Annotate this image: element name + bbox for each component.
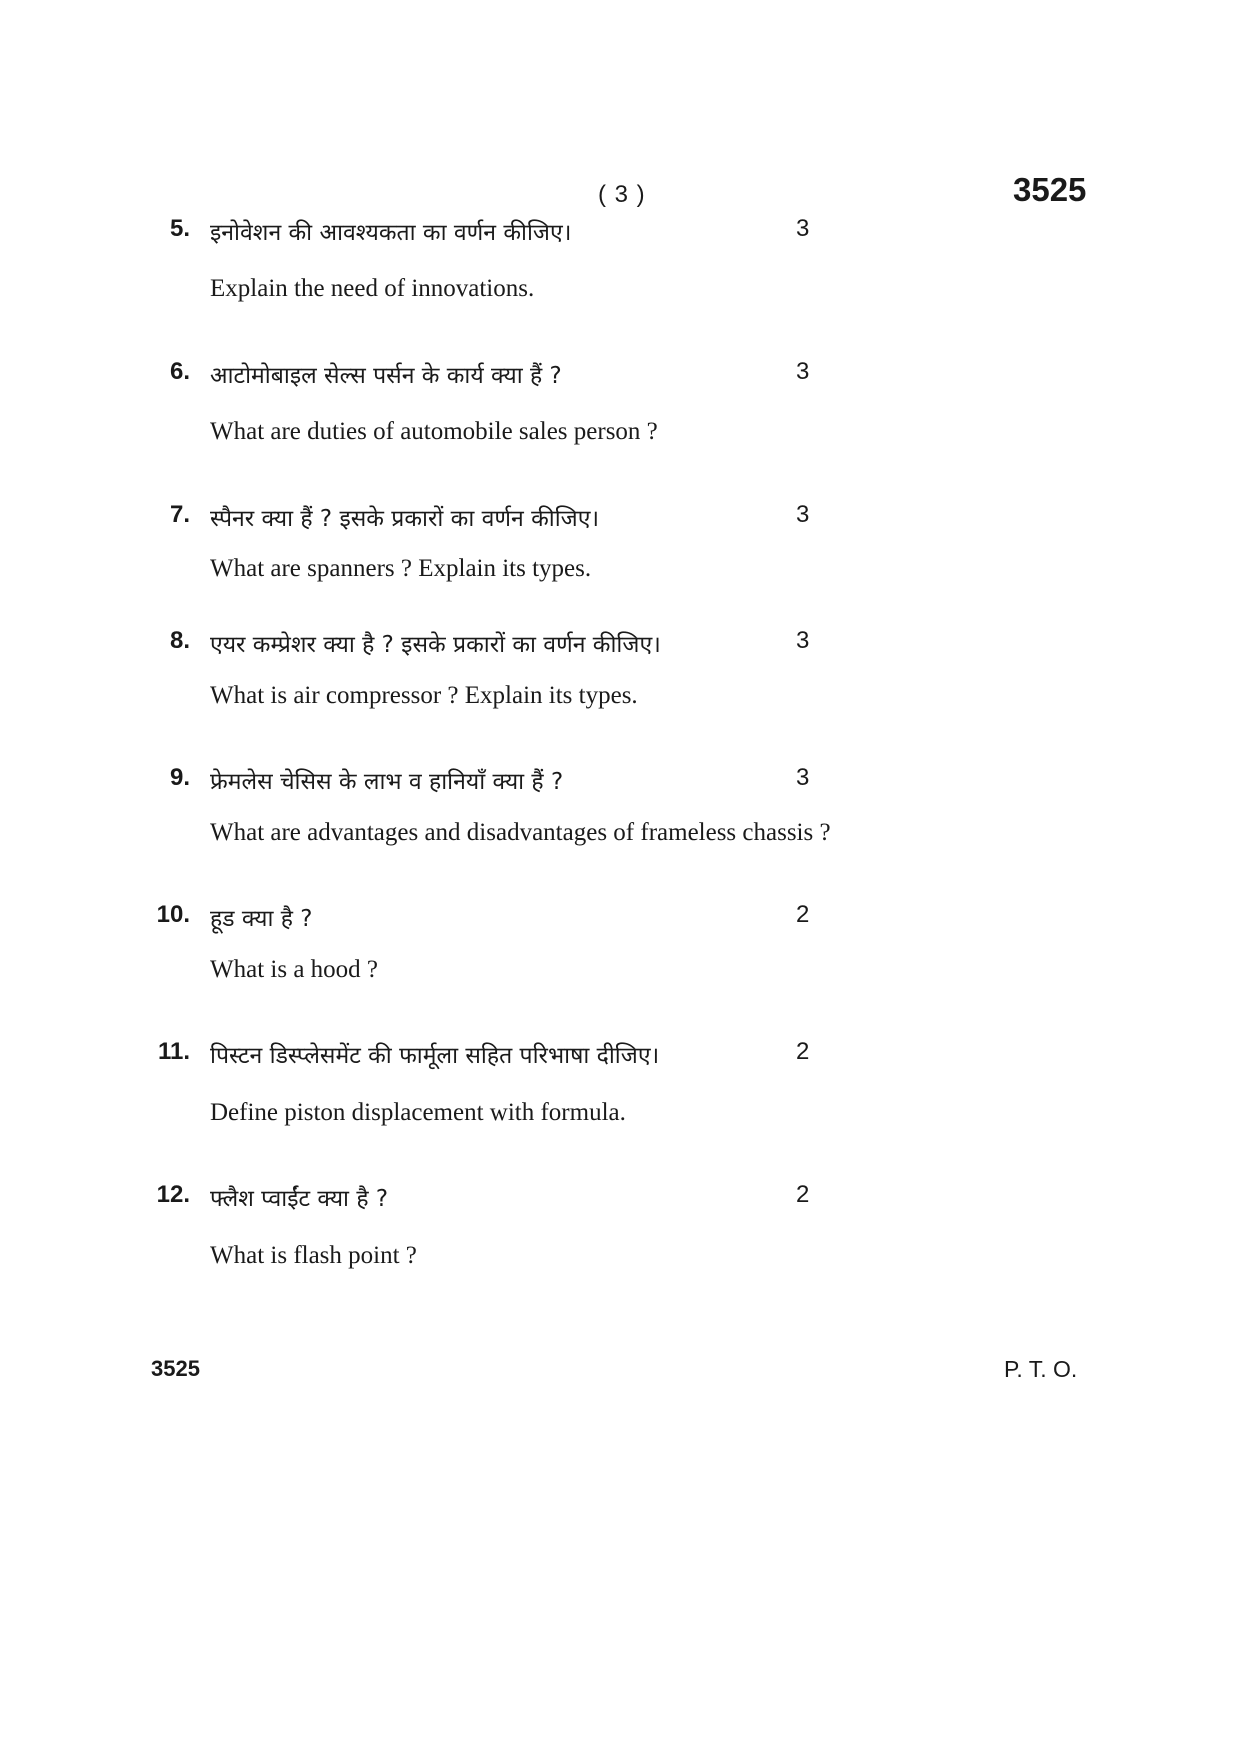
question-marks: 2 [796, 1181, 810, 1208]
question-marks: 3 [796, 627, 810, 654]
question-english: Define piston displacement with formula. [210, 1099, 626, 1126]
question-english: What are spanners ? Explain its types. [210, 555, 592, 582]
question-number: 8. [169, 627, 190, 654]
paper-code-top: 3525 [1013, 171, 1087, 208]
question-marks: 3 [796, 215, 810, 242]
question-hindi: हूड क्या है ? [210, 906, 313, 932]
question-english: What are advantages and disadvantages of frameless chassis ? [210, 819, 831, 846]
question-english: What are duties of automobile sales person ? [210, 418, 658, 445]
question-number: 10. [156, 901, 190, 928]
footer-paper-code: 3525 [151, 1356, 200, 1381]
question-number: 5. [169, 215, 190, 242]
question-marks: 3 [796, 764, 810, 791]
question-hindi: एयर कम्प्रेशर क्या है ? इसके प्रकारों का वर्णन कीजिए। [210, 632, 661, 658]
question-number: 9. [169, 764, 190, 791]
question-hindi: फ्लैश प्वाईंट क्या है ? [210, 1186, 389, 1212]
question-hindi: पिस्टन डिस्प्लेसमेंट की फार्मूला सहित परिभाषा दीजिए। [210, 1043, 660, 1069]
question-marks: 2 [796, 901, 810, 928]
question-marks: 3 [796, 358, 810, 385]
question-marks: 3 [796, 501, 810, 528]
question-english: Explain the need of innovations. [210, 275, 535, 302]
question-number: 7. [169, 501, 190, 528]
question-hindi: आटोमोबाइल सेल्स पर्सन के कार्य क्या हैं ? [210, 363, 562, 389]
question-hindi: स्पैनर क्या हैं ? इसके प्रकारों का वर्णन कीजिए। [210, 506, 600, 532]
question-marks: 2 [796, 1038, 810, 1065]
question-number: 12. [156, 1181, 190, 1208]
question-number: 6. [169, 358, 190, 385]
question-english: What is air compressor ? Explain its types. [210, 682, 638, 709]
question-english: What is a hood ? [210, 956, 379, 983]
page-number: ( 3 ) [598, 181, 646, 208]
question-number: 11. [157, 1038, 190, 1065]
question-hindi: फ्रेमलेस चेसिस के लाभ व हानियाँ क्या हैं ? [210, 769, 564, 795]
question-hindi: इनोवेशन की आवश्यकता का वर्णन कीजिए। [210, 220, 572, 246]
question-english: What is flash point ? [210, 1242, 417, 1269]
footer-pto: P. T. O. [1004, 1356, 1078, 1382]
